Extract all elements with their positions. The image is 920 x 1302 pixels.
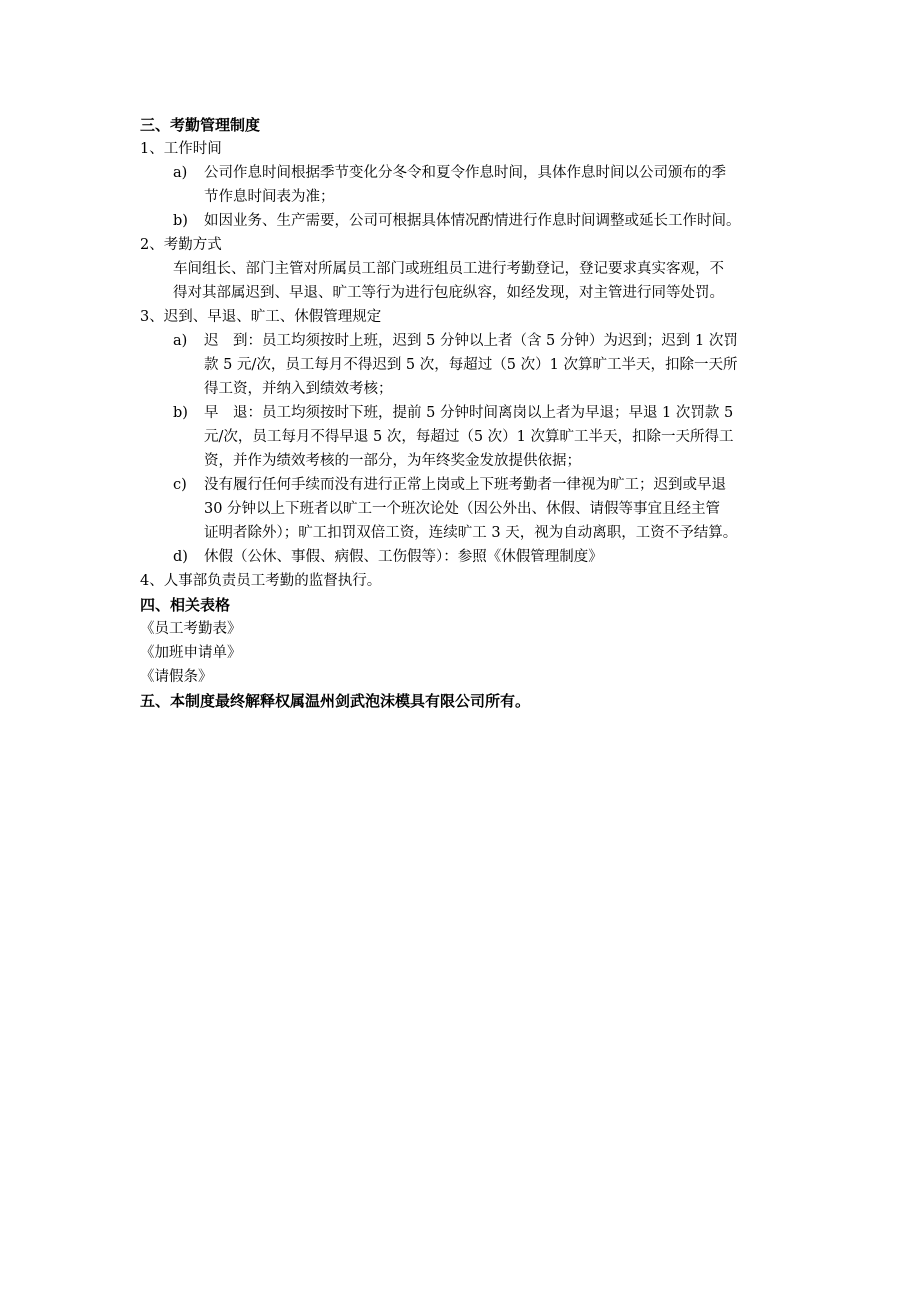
item-3d-marker: d) <box>173 549 188 565</box>
item-3b-marker: b) <box>173 405 188 421</box>
item-1b-line-1: 如因业务、生产需要，公司可根据具体情况酌情进行作息时间调整或延长工作时间。 <box>204 213 741 229</box>
item-3c-line-3: 证明者除外）；旷工扣罚双倍工资，连续旷工 3 天，视为自动离职，工资不予结算。 <box>204 525 738 541</box>
item-1a-line-2: 节作息时间表为准； <box>204 189 335 205</box>
form-item: 《加班申请单》 <box>140 645 242 661</box>
form-item: 《请假条》 <box>140 669 213 685</box>
section-3-heading: 三、考勤管理制度 <box>140 116 261 134</box>
item-1a-marker: a) <box>173 165 188 181</box>
item-3c-marker: c) <box>173 477 187 493</box>
item-1-title: 1、工作时间 <box>140 141 222 157</box>
item-3c-line-1: 没有履行任何手续而没有进行正常上岗或上下班考勤者一律视为旷工；迟到或早退 <box>204 477 726 493</box>
item-2-line-2: 得对其部属迟到、早退、旷工等行为进行包庇纵容，如经发现，对主管进行同等处罚。 <box>173 285 724 301</box>
item-4-title: 4、人事部负责员工考勤的监督执行。 <box>140 573 382 589</box>
item-3c-line-2: 30 分钟以上下班者以旷工一个班次论处（因公外出、休假、请假等事宜且经主管 <box>204 501 721 517</box>
item-3-title: 3、迟到、早退、旷工、休假管理规定 <box>140 309 382 325</box>
item-3a-line-1: 迟 到：员工均须按时上班，迟到 5 分钟以上者（含 5 分钟）为迟到；迟到 1 次罚 <box>204 333 738 349</box>
item-2-title: 2、考勤方式 <box>140 237 222 253</box>
section-4-heading: 四、相关表格 <box>140 596 231 614</box>
item-3d-line-1: 休假（公休、事假、病假、工伤假等）：参照《休假管理制度》 <box>204 549 603 565</box>
item-3b-line-3: 资，并作为绩效考核的一部分，为年终奖金发放提供依据； <box>204 453 581 469</box>
item-3a-line-3: 得工资，并纳入到绩效考核； <box>204 381 393 397</box>
item-3b-line-2: 元/次，员工每月不得早退 5 次，每超过（5 次）1 次算旷工半天，扣除一天所得工 <box>204 429 734 445</box>
section-5-heading: 五、本制度最终解释权属温州剑武泡沫模具有限公司所有。 <box>140 692 531 710</box>
item-1b-marker: b) <box>173 213 188 229</box>
form-item: 《员工考勤表》 <box>140 621 242 637</box>
item-3a-marker: a) <box>173 333 188 349</box>
item-2-line-1: 车间组长、部门主管对所属员工部门或班组员工进行考勤登记，登记要求真实客观，不 <box>173 261 724 277</box>
item-3b-line-1: 早 退：员工均须按时下班，提前 5 分钟时间离岗以上者为早退；早退 1 次罚款 5 <box>204 405 734 421</box>
item-3a-line-2: 款 5 元/次，员工每月不得迟到 5 次，每超过（5 次）1 次算旷工半天，扣除一天所 <box>204 357 738 373</box>
item-1a-line-1: 公司作息时间根据季节变化分冬令和夏令作息时间，具体作息时间以公司颁布的季 <box>204 165 726 181</box>
